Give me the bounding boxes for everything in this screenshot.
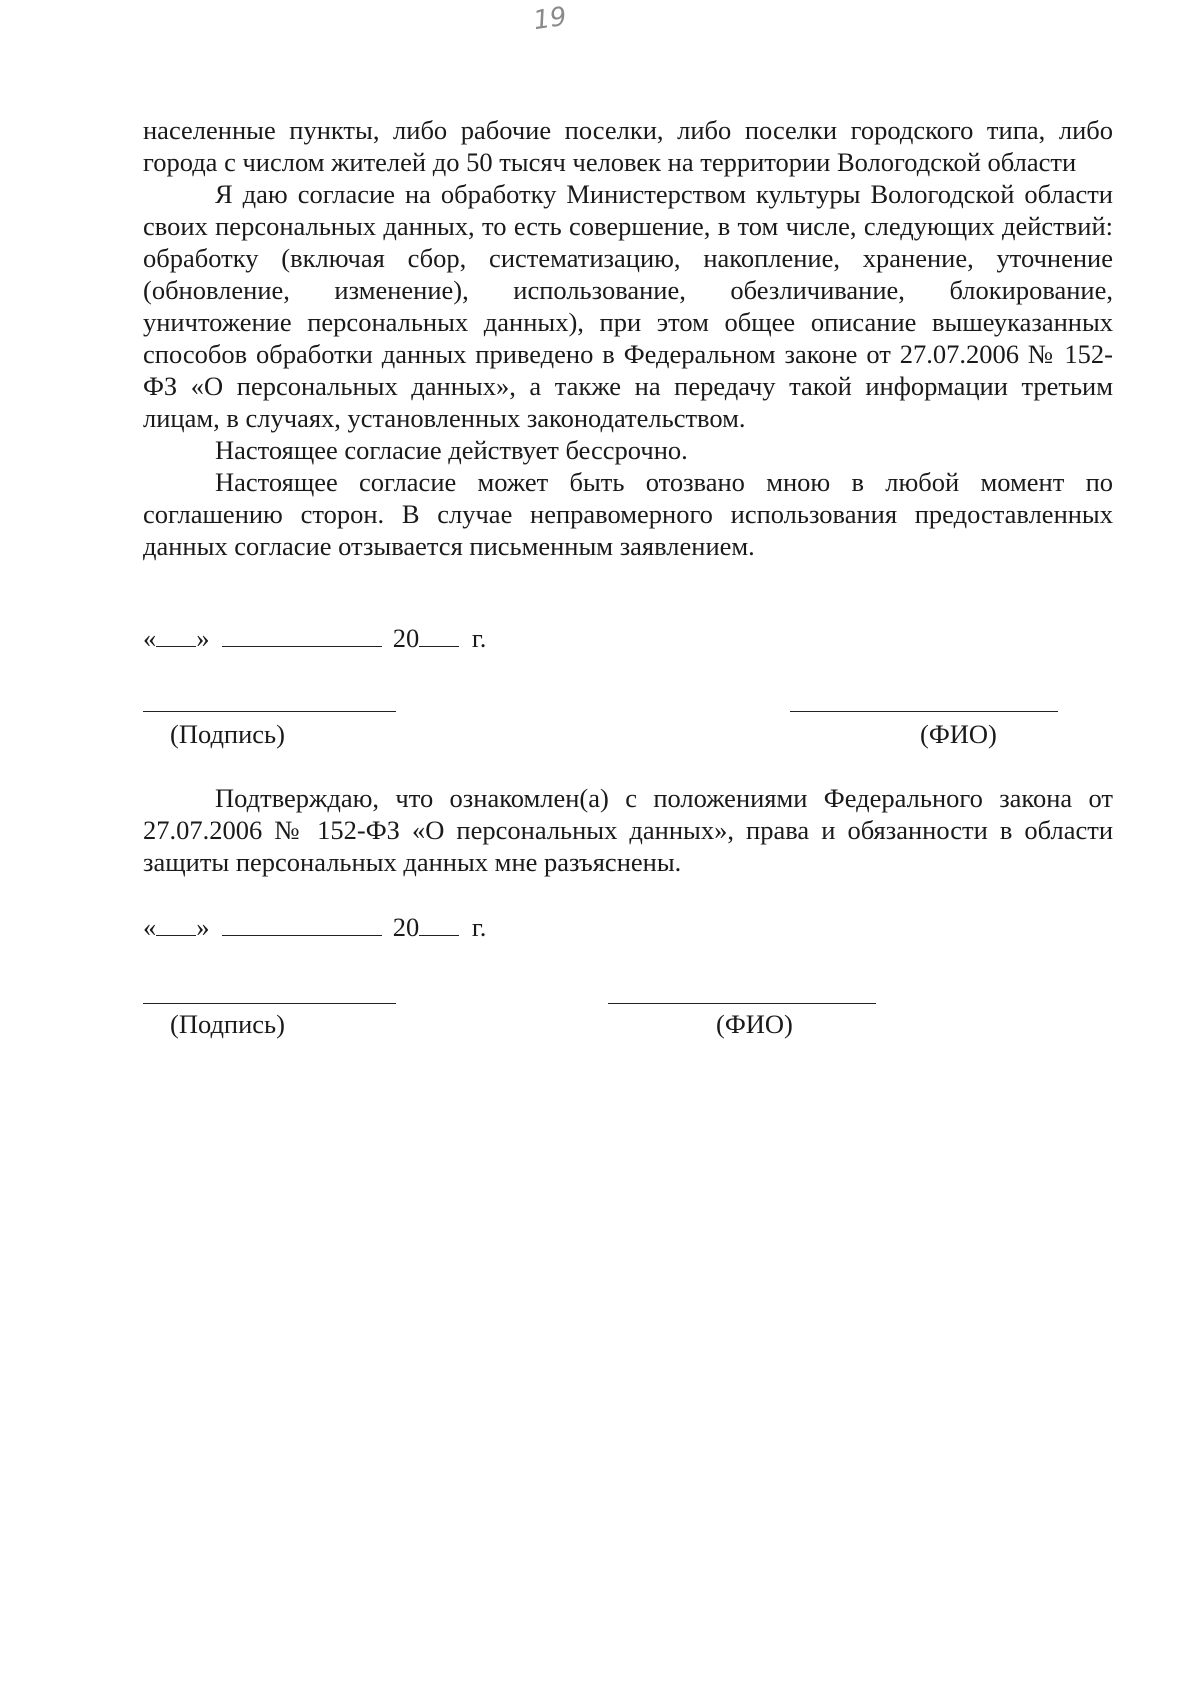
year-blank[interactable] [419, 624, 459, 647]
date-line-1 [143, 622, 486, 654]
year-prefix: 20 [392, 623, 420, 653]
consent-text-block [143, 114, 1113, 562]
signature-label-2: (Подпись) [170, 1009, 285, 1039]
date-open-quote: « [143, 912, 157, 942]
acknowledgement-text-block [143, 782, 1113, 878]
name-line-1[interactable] [790, 711, 1058, 712]
paragraph-localities: населенные пункты, либо рабочие поселки, либо поселки городского типа, либо города с числом жителей до 50 тысяч человек на территории Вологодской области [143, 115, 1113, 177]
year-prefix: 20 [392, 912, 420, 942]
date-close-quote: » [196, 623, 210, 653]
paragraph-acknowledgement: Подтверждаю, что ознакомлен(а) с положениями Федерального закона от 27.07.2006 № 152-ФЗ «О персональных данных», права и обязанности в области защиты персональных данных мне разъяснены. [143, 783, 1113, 877]
handwritten-page-number: 19 [531, 1, 569, 37]
signature-line-1[interactable] [143, 711, 396, 712]
year-suffix: г. [471, 912, 487, 942]
date-close-quote: » [196, 912, 210, 942]
month-blank[interactable] [222, 624, 382, 647]
paragraph-consent-revocation: Настоящее согласие может быть отозвано мною в любой момент по соглашению сторон. В случае неправомерного использования предоставленных данных согласие отзывается письменным заявлением. [143, 467, 1113, 561]
date-open-quote: « [143, 623, 157, 653]
year-suffix: г. [471, 623, 487, 653]
year-blank[interactable] [419, 913, 459, 936]
signature-line-2[interactable] [143, 1003, 396, 1004]
day-blank[interactable] [156, 624, 196, 647]
month-blank[interactable] [222, 913, 382, 936]
name-label-1: (ФИО) [920, 719, 997, 749]
paragraph-consent-duration: Настоящее согласие действует бессрочно. [215, 435, 688, 465]
day-blank[interactable] [156, 913, 196, 936]
signature-label-1: (Подпись) [170, 719, 285, 749]
date-line-2 [143, 911, 486, 943]
name-label-2: (ФИО) [716, 1009, 793, 1039]
name-line-2[interactable] [608, 1003, 876, 1004]
paragraph-consent-processing: Я даю согласие на обработку Министерством культуры Вологодской области своих персональных данных, то есть совершение, в том числе, следующих действий: обработку (включая сбор, систематизацию, накопление, хранение, уточнение (обновление, изменение), использование, обезличивание, блокирование, уничтожение персональных данных), при этом общее описание вышеуказанных способов обработки данных приведено в Федеральном законе от 27.07.2006 № 152-ФЗ «О персональных данных», а также на передачу такой информации третьим лицам, в случаях, установленных законодательством. [143, 179, 1113, 433]
